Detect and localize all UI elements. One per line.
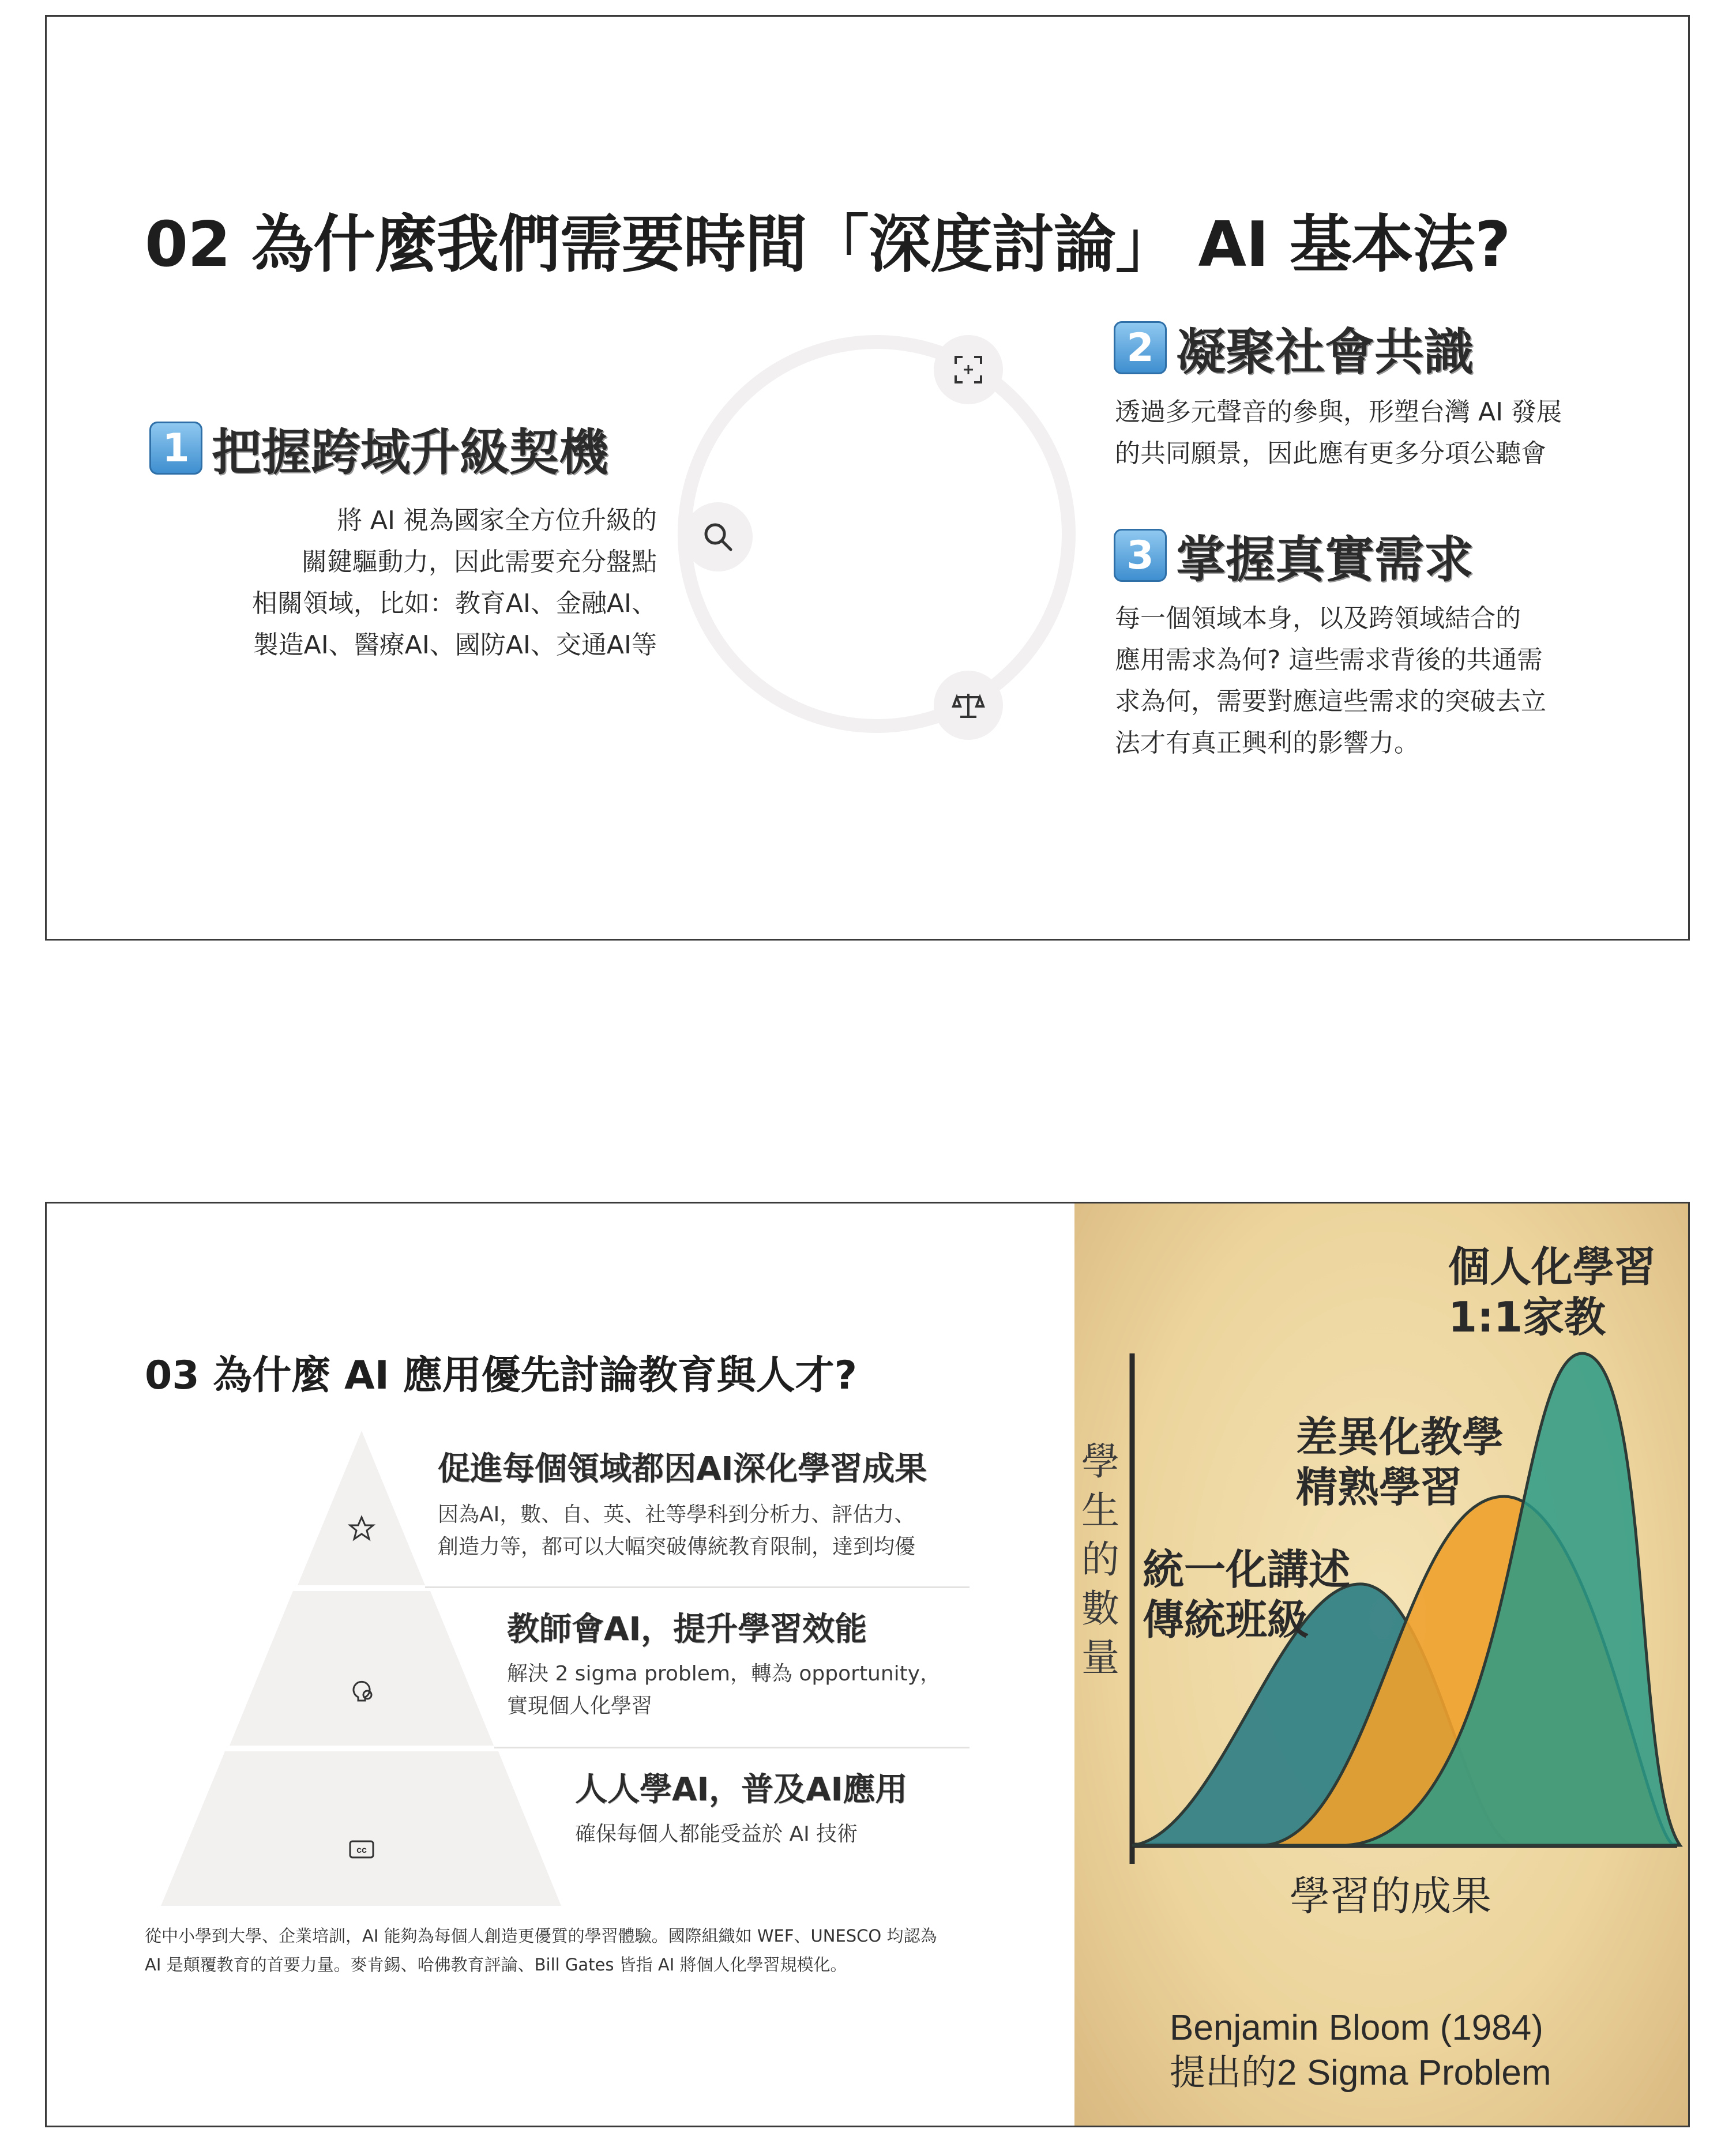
tier3-description <box>575 1818 979 1851</box>
point1-heading <box>149 412 608 484</box>
label-conventional-line2: 傳統班級 <box>1143 1596 1309 1644</box>
point2-heading <box>1114 312 1474 383</box>
tier-divider <box>425 1586 970 1588</box>
tier1-description <box>438 1499 980 1563</box>
tier-divider <box>494 1747 970 1748</box>
slide-ai-basic-law <box>45 15 1690 941</box>
y-axis-label-char: 數 <box>1081 1586 1119 1631</box>
text-line: 透過多元聲音的參與，形塑台灣 AI 發展 <box>1115 397 1562 427</box>
y-axis-label-char: 學 <box>1081 1439 1119 1484</box>
point1-description <box>162 500 657 666</box>
text-line: 求為何，需要對應這些需求的突破去立 <box>1115 687 1546 716</box>
citation-line2: 提出的2 Sigma Problem <box>1170 2053 1551 2093</box>
text-line: 將 AI 視為國家全方位升級的 <box>336 506 657 535</box>
text-line: AI 是顛覆教育的首要力量。麥肯錫、哈佛教育評論、Bill Gates 皆指 AI 將個人化學習規模化。 <box>145 1955 847 1974</box>
number-badge-1: 1 <box>149 422 202 475</box>
text-line: 相關領域，比如：教育AI、金融AI、 <box>251 589 657 618</box>
tier3-title: 人人學AI，普及AI應用 <box>575 1771 908 1808</box>
footer-note <box>145 1921 981 1979</box>
slide-ai-education <box>45 1202 1690 2127</box>
point3-heading <box>1114 520 1474 591</box>
tier1-title: 促進每個領域都因AI深化學習成果 <box>438 1450 927 1488</box>
label-conventional-line1: 統一化講述 <box>1143 1545 1351 1594</box>
text-line: 解決 2 sigma problem，轉為 opportunity， <box>507 1662 941 1686</box>
point2-heading-text: 凝聚社會共識 <box>1176 324 1474 381</box>
label-tutoring-line2: 1:1家教 <box>1448 1293 1606 1341</box>
y-axis-label <box>1081 1439 1119 1680</box>
text-line: 創造力等，都可以大幅突破傳統教育限制，達到均優 <box>438 1535 916 1559</box>
y-axis-label-char: 的 <box>1081 1537 1119 1582</box>
citation-line1: Benjamin Bloom (1984) <box>1170 2008 1543 2048</box>
point1-heading-text: 把握跨域升級契機 <box>212 424 608 482</box>
point2-description <box>1115 392 1634 475</box>
bloom-illustration-panel <box>1074 1203 1690 2127</box>
y-axis-label-char: 生 <box>1081 1488 1119 1533</box>
text-line: 實現個人化學習 <box>507 1694 653 1718</box>
balance-scale-icon <box>934 671 1003 740</box>
text-line: 法才有真正興利的影響力。 <box>1115 728 1419 758</box>
text-line: 從中小學到大學、企業培訓，AI 能夠為每個人創造更優質的學習體驗。國際組織如 WEF、UNESCO 均認為 <box>145 1926 937 1946</box>
citation <box>1170 2008 1551 2093</box>
point3-description <box>1115 598 1634 764</box>
tier2-title: 教師會AI，提升學習效能 <box>507 1611 867 1648</box>
label-mastery-line1: 差異化教學 <box>1296 1413 1504 1461</box>
point3-heading-text: 掌握真實需求 <box>1176 531 1474 589</box>
pyramid-tier-bottom <box>161 1751 561 1906</box>
x-axis-label: 學習的成果 <box>1290 1872 1491 1920</box>
text-line: 關鍵驅動力，因此需要充分盤點 <box>302 547 657 577</box>
search-icon <box>683 502 753 571</box>
y-axis-label-char: 量 <box>1081 1635 1119 1680</box>
number-badge-2: 2 <box>1114 321 1167 374</box>
text-line: 的共同願景，因此應有更多分項公聽會 <box>1115 439 1546 468</box>
slide-title: 02 為什麼我們需要時間「深度討論」 AI 基本法? <box>145 209 1510 281</box>
pyramid-tier-middle <box>230 1591 494 1746</box>
text-line: 確保每個人都能受益於 AI 技術 <box>575 1822 858 1846</box>
svg-text:cc: cc <box>356 1845 367 1855</box>
bloom-illustration <box>1074 1203 1690 2127</box>
pyramid-tier-top <box>298 1431 425 1585</box>
tier2-description <box>507 1658 980 1722</box>
number-badge-3: 3 <box>1114 529 1167 582</box>
focus-scan-icon <box>934 335 1003 404</box>
text-line: 因為AI，數、自、英、社等學科到分析力、評估力、 <box>438 1503 915 1526</box>
text-line: 應用需求為何? 這些需求背後的共通需 <box>1115 645 1543 675</box>
text-line: 每一個領域本身，以及跨領域結合的 <box>1115 604 1521 633</box>
text-line: 製造AI、醫療AI、國防AI、交通AI等 <box>253 630 657 660</box>
label-tutoring-line1: 個人化學習 <box>1448 1243 1656 1291</box>
slide-title: 03 為什麼 AI 應用優先討論教育與人才? <box>145 1353 858 1398</box>
label-mastery-line2: 精熟學習 <box>1296 1463 1463 1511</box>
